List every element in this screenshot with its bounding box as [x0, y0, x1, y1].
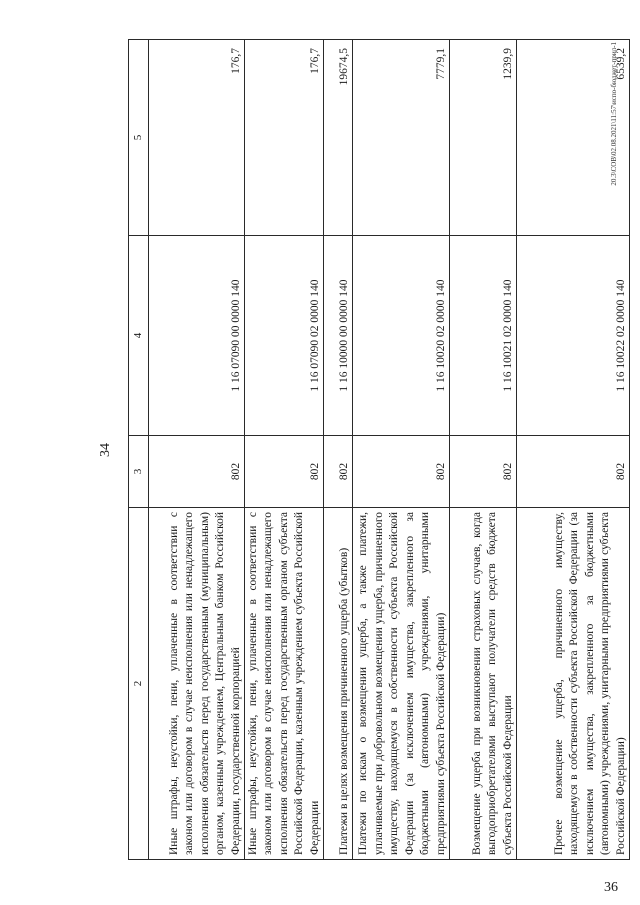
rotated-document-sheet [90, 40, 630, 860]
row-description: Возмещение ущерба при возникновении страховых случаев, когда выгодоприобретателями выступают получатели средств бюджета субъекта Российской Федерации [450, 508, 517, 860]
column-header: 5 [129, 40, 149, 236]
table-row [353, 40, 450, 860]
table-header-row [129, 40, 149, 860]
sheet-number: 34 [98, 443, 113, 457]
row-budget-code: 1 16 10021 02 0000 140 [450, 236, 517, 436]
row-admin-code: 802 [149, 436, 245, 508]
row-amount: 7779,1 [353, 40, 450, 236]
row-budget-code: 1 16 10000 00 0000 140 [324, 236, 353, 436]
row-description: Платежи по искам о возмещении ущерба, а также платежи, уплачиваемые при добровольном возмещении ущерба, причиненного имуществу, находящемуся в собственности субъекта Российской Федерации (за исключением имущества, закрепленного за бюджетными (автономными) учреждениями, унитарными предприятиями субъекта Российской Федерации) [353, 508, 450, 860]
table-row [324, 40, 353, 860]
row-budget-code: 1 16 10020 02 0000 140 [353, 236, 450, 436]
row-amount: 6539,2 [517, 40, 630, 236]
row-budget-code: 1 16 07090 02 0000 140 [245, 236, 324, 436]
table-row [450, 40, 517, 860]
document-footer-id: 20.3\СОВ\02.08.2021\11:57\испо-бюджет-прил-1 [610, 42, 618, 186]
row-admin-code: 802 [450, 436, 517, 508]
revenue-table [128, 39, 630, 860]
column-header: 4 [129, 236, 149, 436]
row-description: Иные штрафы, неустойки, пени, уплаченные в соответствии с законом или договором в случае неисполнения или ненадлежащего исполнения обязательств перед государственным органом субъекта Российской Федерации, казенным учреждением субъекта Российской Федерации [245, 508, 324, 860]
page-number: 36 [604, 880, 618, 895]
row-description: Иные штрафы, неустойки, пени, уплаченные в соответствии с законом или договором в случае неисполнения или ненадлежащего исполнения обязательств перед государственным (муниципальным) органом, казенным учреждением, Центральным банком Российской Федерации, государственной корпорацией [149, 508, 245, 860]
column-header: 2 [129, 508, 149, 860]
row-amount: 176,7 [245, 40, 324, 236]
row-amount: 19674,5 [324, 40, 353, 236]
row-description: Платежи в целях возмещения причиненного ущерба (убытков) [324, 508, 353, 860]
row-admin-code: 802 [517, 436, 630, 508]
row-amount: 176,7 [149, 40, 245, 236]
row-amount: 1239,9 [450, 40, 517, 236]
column-header: 3 [129, 436, 149, 508]
row-admin-code: 802 [353, 436, 450, 508]
row-description: Прочее возмещение ущерба, причиненного имуществу, находящемуся в собственности субъекта Российской Федерации (за исключением имущества, закрепленного за бюджетными (автономными) учреждениями, унитарными предприятиями субъекта Российской Федерации) [517, 508, 630, 860]
row-admin-code: 802 [245, 436, 324, 508]
row-admin-code: 802 [324, 436, 353, 508]
table-row [245, 40, 324, 860]
row-budget-code: 1 16 10022 02 0000 140 [517, 236, 630, 436]
row-budget-code: 1 16 07090 00 0000 140 [149, 236, 245, 436]
table-row [149, 40, 245, 860]
